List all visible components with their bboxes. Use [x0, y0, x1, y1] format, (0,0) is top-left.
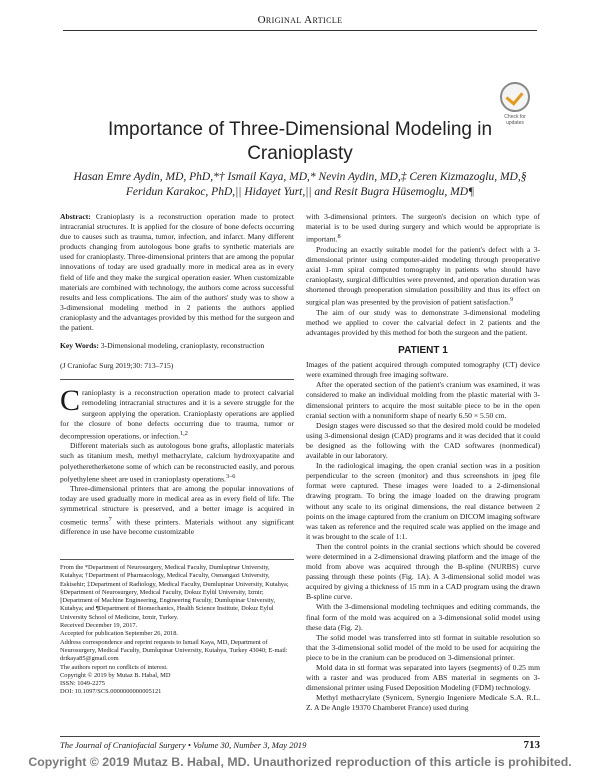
- abstract-text: Cranioplasty is a reconstruction operation made to protect intracranial structures. It is applied for the closure of bone defects occurring due to causes such as trauma, tumor, infection, and infarct. Many different products changing from autologous bone grafts to synthetic materials are used for cranioplasty. Three-dimensional printers that are among the popular innovations of today are used gradually more in medical area as in every field of life and they make the surgical operation easier. When customizable materials are combined with technology, the authors come across successful results and less complications. The aim of the authors' study was to show a 3-dimensional modeling method in 2 patients the authors applied cranioplasty and the advantages provided by this method for the surgeon and the patient.: [60, 212, 294, 333]
- drop-cap: C: [60, 384, 81, 418]
- patient-paragraph: Mold data in stl format was separated into layers (segments) of 0.25 mm with a raster and was produced from ABS material in segments on 3-dimensional printer using Fused Deposition Modeling (FDM) technology.: [306, 663, 540, 693]
- patient-paragraph: Images of the patient acquired through computed tomography (CT) device were examined through free imaging software.: [306, 360, 540, 380]
- reference[interactable]: 9: [510, 296, 514, 304]
- reference[interactable]: 8: [337, 233, 341, 241]
- left-column: [60, 212, 294, 537]
- citation: (J Craniofac Surg 2019;30: 713–715): [60, 361, 174, 371]
- page-footer: [60, 740, 540, 750]
- article-title: Importance of Three-Dimensional Modeling in Cranioplasty: [107, 119, 493, 164]
- badge-label: Check for updates: [504, 114, 526, 126]
- copyright-notice: Copyright © 2019 Mutaz B. Habal, MD. Unauthorized reproduction of this article is prohibited.: [28, 755, 572, 769]
- conflicts: The authors report no conflicts of interest.: [60, 663, 168, 671]
- footer-rule: [60, 736, 540, 737]
- header-rule: [63, 30, 537, 31]
- keywords-label: Key Words:: [60, 341, 99, 351]
- patient-paragraph: Design stages were discussed so that the desired mold could be modeled using 3-dimensional design (CAD) programs and it was decided that it could be designed as the following with the CAD softwares (nonmedical) available in our laboratory.: [306, 420, 540, 461]
- intro-paragraph-4: with 3-dimensional printers. The surgeon's decision on which type of material is to be used during surgery and which would be appropriate is important.$^8$: [306, 212, 540, 244]
- issn: ISSN: 1049-2275: [60, 680, 105, 688]
- journal-info: The Journal of Craniofacial Surgery • Volume 30, Number 3, May 2019: [60, 740, 307, 750]
- section-label: Original Article: [257, 14, 343, 26]
- abstract-label: Abstract:: [60, 212, 91, 221]
- intro-paragraph-6: The aim of our study was to demonstrate 3-dimensional modeling method we applied to cover the calvarial defect in 2 patients and the advantages provided by this method for both the surgeon and the patient.: [306, 307, 540, 338]
- page-number: 713: [523, 739, 540, 751]
- author-list: Hasan Emre Aydin, MD, PhD,*† Ismail Kaya, MD,* Nevin Aydin, MD,‡ Ceren Kizmazoglu, MD,§ Feridun Karakoc, PhD,|| Hidayet Yurt,|| and Resit Bugra Hüsemoglu, MD¶: [73, 171, 527, 198]
- patient-paragraph: With the 3-dimensional modeling techniques and editing commands, the final form of the mold was acquired on a 3-dimensional solid model using these data (Fig. 2).: [306, 602, 540, 632]
- patient-paragraph: The solid model was transferred into stl format in suitable resolution so that the 3-dimensional solid model of the mold to be used for acquiring the piece to be in the cranium can be produced on 3-dimensional printer.: [306, 632, 540, 662]
- patient-paragraph: Then the control points in the cranial sections which should be covered were determined in a 2-dimensional drawing platform and the image of the mold from above was acquired through the B-spline (NURBS) curve passing through these points (Fig. 1A). A 3-dimensional solid model was acquired by giving a thickness of 15 mm in a CAD program using the drawn B-spline curve.: [306, 541, 540, 602]
- reference[interactable]: 3–6: [225, 472, 236, 480]
- patient-1-heading: PATIENT 1: [398, 345, 448, 357]
- accepted-date: Accepted for publication September 26, 2018.: [60, 630, 179, 638]
- footnote-rule: [60, 559, 294, 560]
- abstract: [60, 212, 294, 333]
- keywords: [60, 341, 294, 351]
- footnotes: [60, 559, 294, 697]
- copyright-line: Copyright © 2019 by Mutaz B. Habal, MD: [60, 671, 171, 679]
- intro-paragraph-5: Producing an exactly suitable model for the patient's defect with a 3-dimensional printer using computer-aided modeling through preoperative axial 1-mm spiral computed tomography in patients who should have cranioplasty, surgical difficulties were prevented, and operation duration was shortened through preoperation simulation possibility and thus its effect on surgical plan was presented by the provision of patient satisfaction.$^9$: [306, 244, 540, 307]
- abstract-divider: [60, 379, 294, 380]
- doi[interactable]: DOI: 10.1097/SCS.0000000000005121: [60, 688, 162, 696]
- patient-paragraph: After the operated section of the patient's cranium was examined, it was considered to make an individual molding from the plastic material with 3-dimensional printers to acquire the most suitable piece to be in the open cranial section with a nonuniform shape of nearly 6.50 × 5.50 cm.: [306, 380, 540, 420]
- check-updates-icon: [500, 82, 530, 112]
- received-date: Received December 19, 2017.: [60, 622, 138, 630]
- right-column: [306, 212, 540, 713]
- intro-paragraph-1: Cranioplasty is a reconstruction operation made to protect calvarial remodeling intracranial structures and it is a severe struggle for the surgeon applying the operation. Cranioplasty operations are applied for the closure of bone defects occurring due to trauma, tumor or decompression operations, or infection.$^{1,2}$: [60, 384, 294, 441]
- reference[interactable]: 7: [108, 515, 112, 523]
- intro-paragraph-3: Three-dimensional printers that are among the popular innovations of today are used gradually more in medical area as in every field of life. The symmetrical structure is preserved, and a better image is acquired in cosmetic terms$^7$ with these printers. Materials without any significant difference in use have become customizable: [60, 484, 294, 537]
- intro-paragraph-2: Different materials such as autologous bone grafts, alloplastic materials such as titanium mesh, methyl methacrylate, calcium hydroxyapatite and polyetheretherketone some of which can be reconstructed easily, and porous polyethylene sheet are used in cranioplasty operations.$^{3-6}$: [60, 441, 294, 484]
- patient-paragraph: In the radiological imaging, the open cranial section was in a position perpendicular to the screen (monitor) and thus screenshots in jpeg file format were captured. These images were loaded to a 2-dimensional drawing program. To bring the image loaded on the drawing program without any scale to its original dimensions, the real distance between 2 points on the image captured from the cranium on DICOM imaging software was taken as reference and the required scale was applied on the image and it was brought to the scale of 1:1.: [306, 461, 540, 541]
- correspondence: Address correspondence and reprint requests to Ismail Kaya, MD, Department of Neurosurgery, Medical Faculty, Dumlupinar University, Kutahya, Turkey 43040; E-mail: drikaya85@gmail.com: [60, 638, 288, 663]
- reference[interactable]: 1,2: [180, 429, 188, 437]
- patient-paragraph: Methyl methacrylate (Synicem, Synergio Ingeniere Medicale S.A. R.L. Z. A De Angle 19370 Chamberet France) used during: [306, 693, 540, 713]
- affiliations: From the *Department of Neurosurgery, Medical Faculty, Dumlupinar University, Kutahya; †Department of Pharmacology, Medical Faculty, Osmangazi University, Eskisehir; ‡Department of Radiology, Medical Faculty, Dumlupinar University, Kutahya; §Department of Neurosurgery, Medical Faculty, Dokuz Eylül University, Izmir; ||Department of Machine Engineering, Engineering Faculty, Dumlupinar University, Kutahya; and ¶Department of Biomechanics, Health Science Institute, Dokuz Eylul University School of Medicine, Izmir, Turkey.: [60, 564, 289, 621]
- keywords-text: 3-Dimensional modeling, cranioplasty, reconstruction: [100, 341, 265, 351]
